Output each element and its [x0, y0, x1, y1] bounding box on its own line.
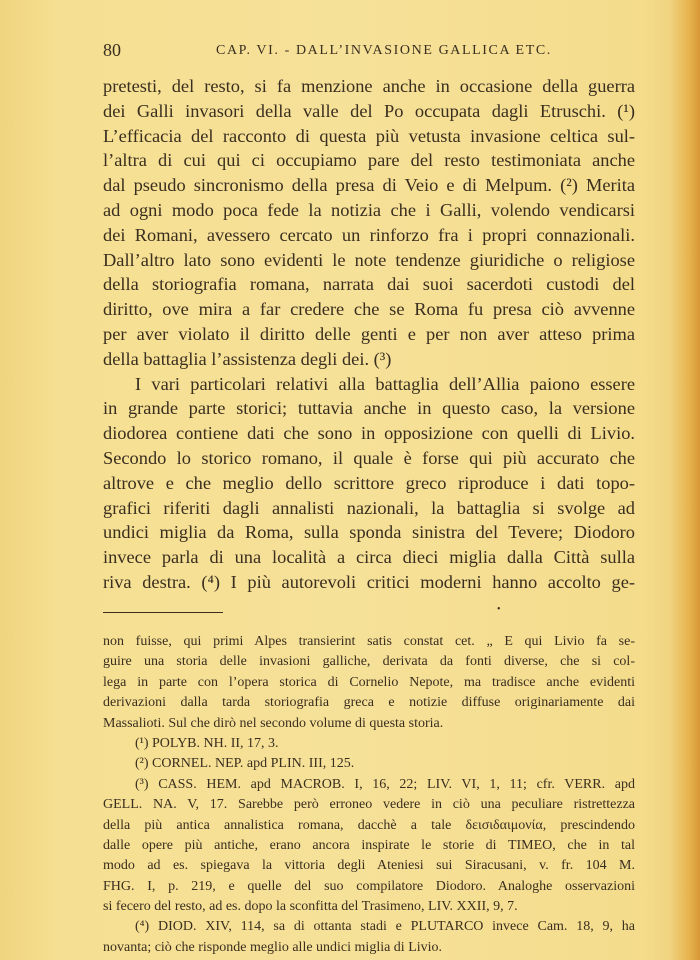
footnote-line: (²) CORNEL. NEP. apd PLIN. III, 125.: [135, 756, 355, 772]
text-line: in grande parte storici; tuttavia anche in questo caso, la versione: [103, 398, 635, 419]
text-line: undici miglia da Roma, sulla sponda sinistra del Tevere; Diodoro: [103, 522, 635, 543]
text-line: altrove e che meglio dello scrittore greco riproduce i dati topo-: [103, 472, 635, 493]
text-line: dei Galli invasori della valle del Po occupata dagli Etruschi. (¹): [103, 100, 635, 121]
footnote-line: modo ad es. spiegava la vittoria degli Ateniesi sui Siracusani, v. fr. 104 M.: [103, 858, 635, 874]
text-line: grafici riferiti dagli annalisti nazionali, la battaglia si svolge ad: [103, 497, 635, 518]
text-line: Dall’altro lato sono evidenti le note tendenze giuridiche o religiose: [103, 249, 635, 270]
footnote-line: si fecero del resto, ad es. dopo la sconfitta del Trasimeno, LIV. XXII, 9, 7.: [103, 899, 518, 915]
text-line: ad ogni modo poca fede la notizia che i Galli, volendo vendicarsi: [103, 199, 635, 220]
text-line: Secondo lo storico romano, il quale è forse qui più accurato che: [103, 447, 635, 468]
footnotes: [103, 632, 635, 958]
text-line: L’efficacia del racconto di questa più vetusta invasione celtica sul-: [103, 125, 635, 146]
footnote-line: derivazioni dalla tarda storiografia greca e notizie diffuse originariamente dai: [103, 695, 635, 711]
footnote-line: novanta; ciò che risponde meglio alle undici miglia di Livio.: [103, 939, 443, 955]
footnote-line: (¹) POLYB. NH. II, 17, 3.: [135, 735, 279, 751]
footnote-line: della più antica annalistica romana, dacchè a tale δεισιδαιμονία, prescindendo: [103, 817, 635, 833]
footnote-line: (⁴) DIOD. XIV, 114, sa di ottanta stadi e PLUTARCO invece Cam. 18, 9, ha: [135, 919, 635, 935]
footnote-line: GELL. NA. V, 17. Sarebbe però erroneo vedere in ciò una peculiare ristrettezza: [103, 797, 635, 813]
footnote-line: guire una storia delle invasioni galliche, derivata da fonti diverse, che si col-: [103, 654, 635, 670]
text-line: della battaglia l’assistenza degli dei. (³): [103, 348, 392, 369]
footnote-line: dalle opere più antiche, erano ancora inspirate le storie di TIMEO, che in tal: [103, 837, 635, 853]
text-line: dal pseudo sincronismo della presa di Veio e di Melpum. (²) Merita: [103, 175, 635, 196]
text-line: l’altra di cui qui ci occupiamo pare del resto testimoniata anche: [103, 150, 635, 171]
text-line: diodorea contiene dati che sono in opposizione con quelli di Livio.: [103, 423, 635, 444]
footnote-separator: [103, 612, 223, 613]
stray-mark: •: [497, 604, 501, 615]
footnote-line: lega in parte con l’opera storica di Cornelio Nepote, ma tradisce anche evidenti: [103, 674, 635, 690]
page-header: [103, 40, 635, 64]
footnote-line: (³) CASS. HEM. apd MACROB. I, 16, 22; LIV. VI, 1, 11; cfr. VERR. apd: [135, 776, 635, 792]
text-line: della storiografia romana, narrata dai suoi sacerdoti custodi del: [103, 274, 635, 295]
page-number: 80: [103, 40, 121, 60]
text-line: invece parla di una località a circa dieci miglia dalla Città sulla: [103, 547, 635, 568]
text-line: dei Romani, avessero cercato un rinforzo fra i propri connazionali.: [103, 224, 635, 245]
text-line: I vari particolari relativi alla battaglia dell’Allia paiono essere: [135, 373, 635, 394]
text-line: diritto, ove mira a far credere che se Roma fu presa ciò avvenne: [103, 299, 635, 320]
text-line: per aver violato il diritto delle genti e per non aver atteso prima: [103, 323, 635, 344]
running-title: CAP. VI. - DALL’INVASIONE GALLICA ETC.: [216, 43, 552, 58]
text-line: riva destra. (⁴) I più autorevoli critici moderni hanno accolto ge-: [103, 571, 635, 592]
page-edge: [670, 0, 700, 960]
footnote-line: non fuisse, qui primi Alpes transierint satis constat cet. „ E qui Livio fa se-: [103, 634, 635, 649]
footnote-line: Massalioti. Sul che dirò nel secondo volume di questa storia.: [103, 715, 444, 731]
main-text: [103, 74, 635, 595]
text-line: pretesti, del resto, si fa menzione anche in occasione della guerra: [103, 76, 635, 96]
footnote-line: FHG. I, p. 219, e quelle del suo compilatore Diodoro. Analoghe osservazioni: [103, 878, 635, 894]
